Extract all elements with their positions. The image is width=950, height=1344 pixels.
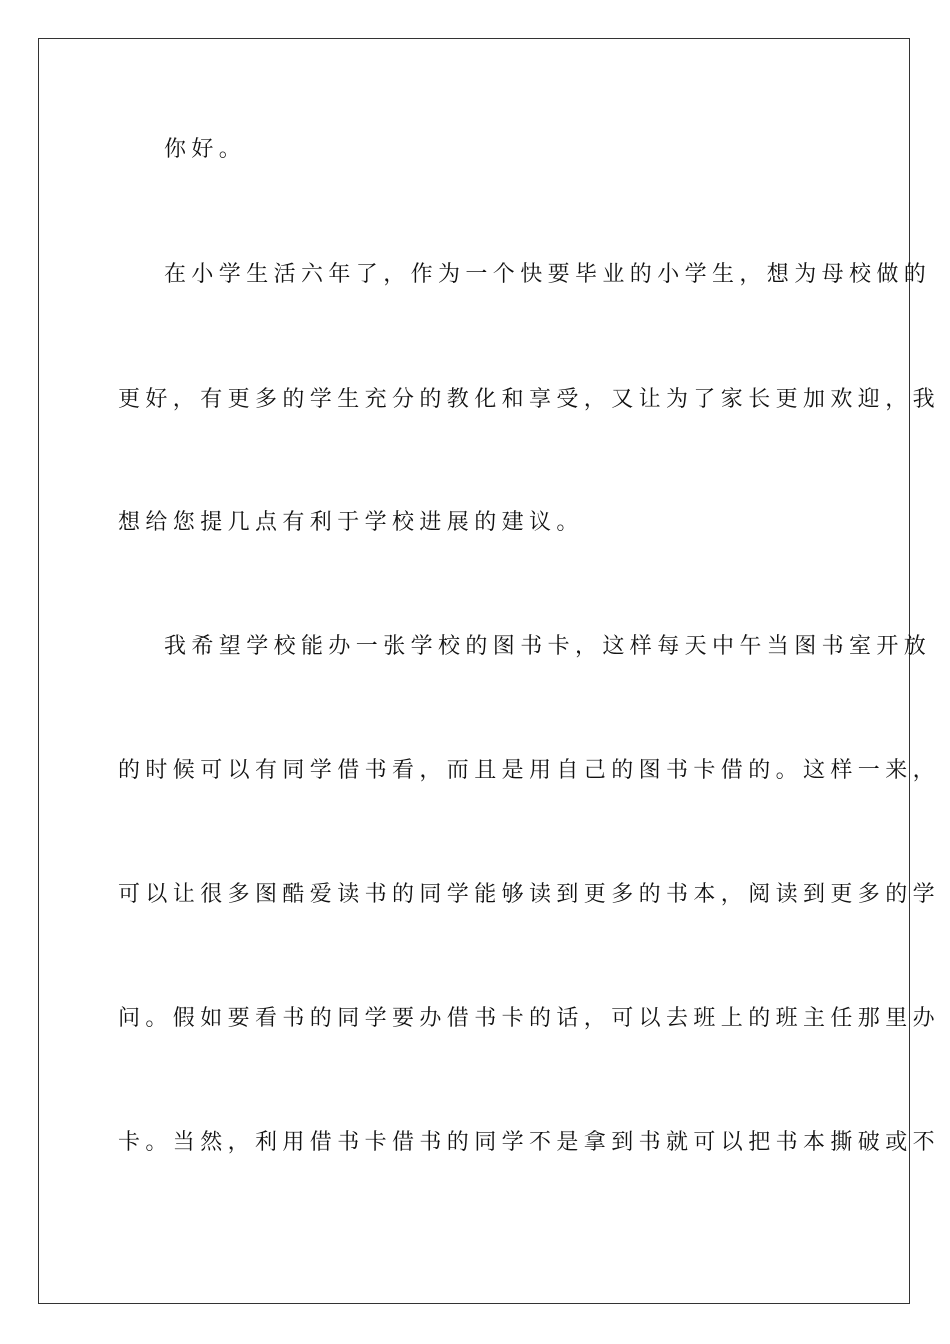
paragraph-2-line-3: 可以让很多图酷爱读书的同学能够读到更多的书本，阅读到更多的学 <box>118 882 941 907</box>
paragraph-2-line-5: 卡。当然，利用借书卡借书的同学不是拿到书就可以把书本撕破或不 <box>118 1130 941 1155</box>
page-border <box>38 38 941 1304</box>
paragraph-1-line-3: 想给您提几点有利于学校进展的建议。 <box>118 510 584 535</box>
paragraph-2-line-2: 的时候可以有同学借书看，而且是用自己的图书卡借的。这样一来， <box>118 758 941 783</box>
paragraph-1-line-2: 更好，有更多的学生充分的教化和享受，又让为了家长更加欢迎，我 <box>118 387 941 412</box>
paragraph-1-line-1: 在小学生活六年了，作为一个快要毕业的小学生，想为母校做的 <box>164 262 932 287</box>
paragraph-2-line-1: 我希望学校能办一张学校的图书卡，这样每天中午当图书室开放 <box>164 634 932 659</box>
greeting-line: 你好。 <box>164 137 247 162</box>
paragraph-2-line-4: 问。假如要看书的同学要办借书卡的话，可以去班上的班主任那里办 <box>118 1006 941 1031</box>
